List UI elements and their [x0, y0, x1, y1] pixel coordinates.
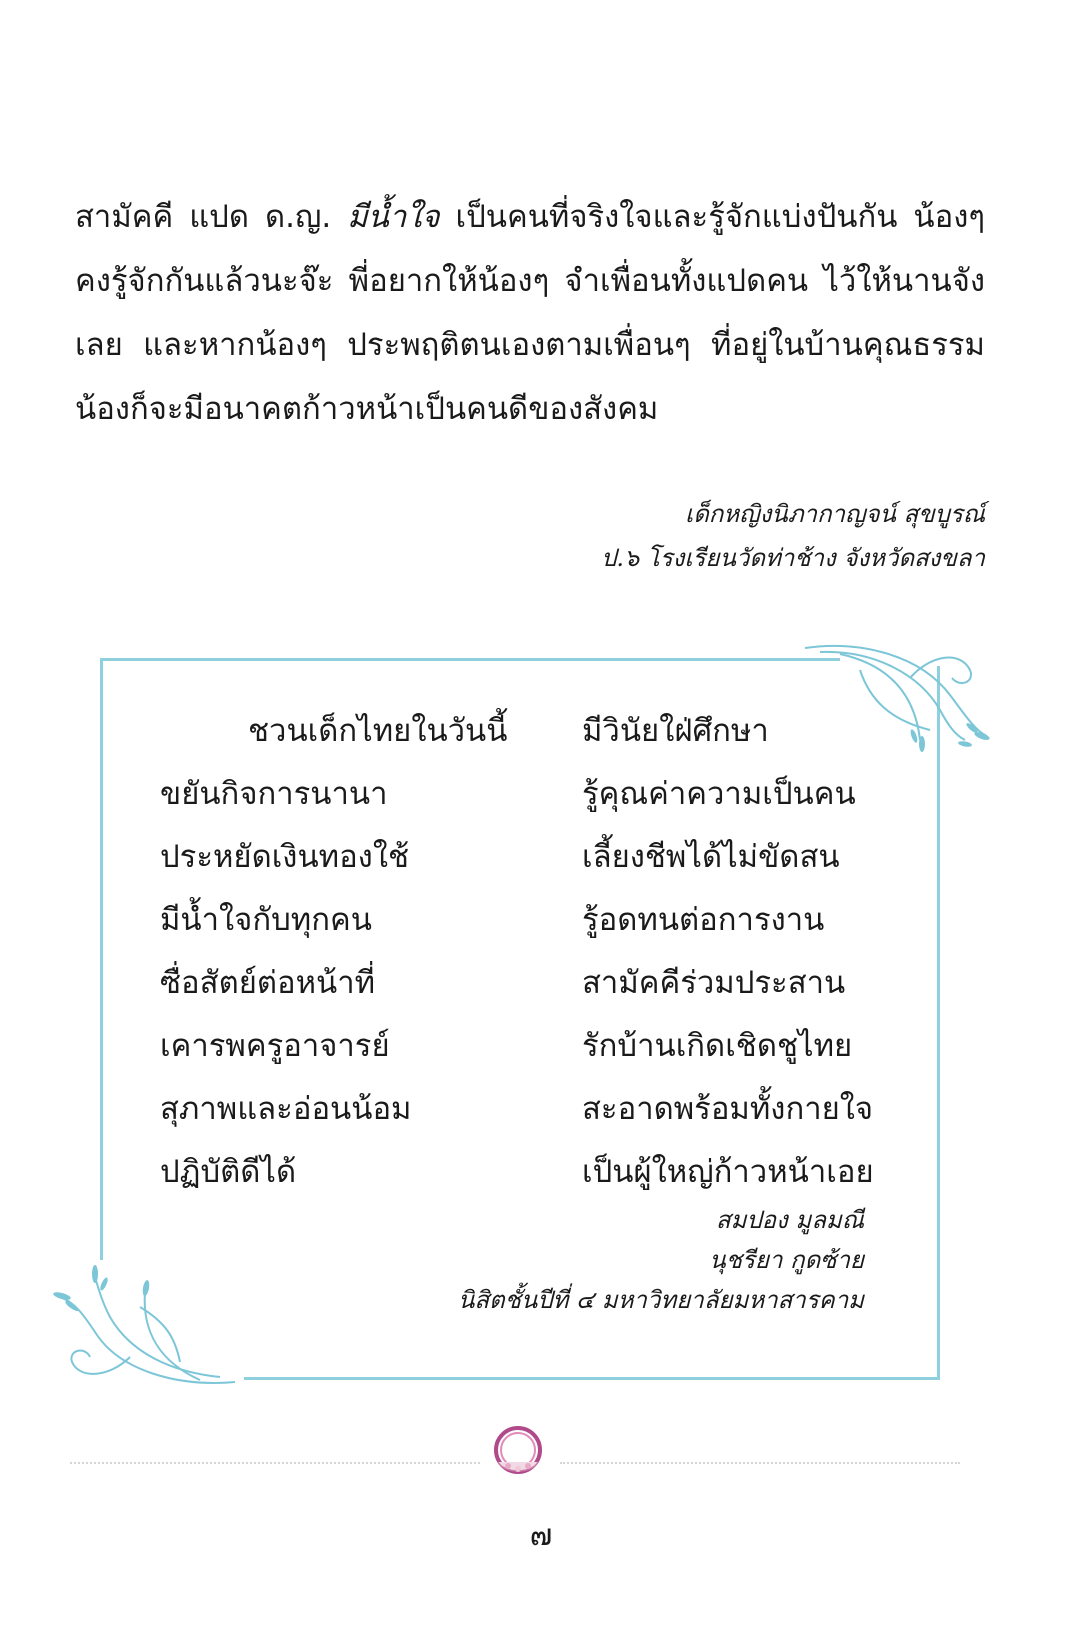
poem-row — [160, 1078, 900, 1141]
poem-credit — [458, 1200, 864, 1320]
poem-verse-left: สุภาพและอ่อนน้อม — [160, 1091, 412, 1127]
author-name: เด็กหญิงนิภากาญจน์ สุขบูรณ์ — [684, 500, 985, 528]
author-school: ป.๖ โรงเรียนวัดท่าช้าง จังหวัดสงขลา — [601, 544, 985, 572]
page-number: ๗ — [529, 1518, 553, 1553]
paragraph-line-1 — [75, 185, 985, 249]
footer-divider — [560, 1462, 960, 1464]
poem-verse-right: รู้อดทนต่อการงาน — [582, 902, 825, 938]
poem-row — [160, 1141, 900, 1204]
poem-verse-right: เป็นผู้ใหญ่ก้าวหน้าเอย — [582, 1154, 874, 1190]
poem-verse-right: สามัคคีร่วมประสาน — [582, 965, 846, 1001]
paragraph-line-1-start: สามัคคี แปด ด.ญ. — [75, 199, 332, 235]
poem-verse-right: เลี้ยงชีพได้ไม่ขัดสน — [582, 839, 840, 875]
poem-verse-left: ซื่อสัตย์ต่อหน้าที่ — [160, 965, 376, 1001]
poem-author-2: นุชรียา กูดซ้าย — [709, 1246, 864, 1274]
poem-verse-right: รู้คุณค่าความเป็นคน — [582, 776, 856, 812]
poem-row — [160, 826, 900, 889]
poem-verse-left: ประหยัดเงินทองใช้ — [160, 839, 409, 875]
footer-divider — [70, 1462, 480, 1464]
paragraph-line-4: น้องก็จะมีอนาคตก้าวหน้าเป็นคนดีของสังคม — [75, 391, 659, 427]
poem-verse-right: มีวินัยใฝ่ศึกษา — [582, 713, 769, 749]
paragraph-line-3: เลย และหากน้องๆ ประพฤติตนเองตามเพื่อนๆ ที่อยู่ในบ้านคุณธรรม — [75, 327, 985, 363]
poem-row — [160, 889, 900, 952]
poem — [160, 700, 900, 1204]
poem-verse-right: รักบ้านเกิดเชิดชูไทย — [582, 1028, 853, 1064]
poem-verse-left: มีน้ำใจกับทุกคน — [160, 902, 372, 938]
poem-affiliation: นิสิตชั้นปีที่ ๔ มหาวิทยาลัยมหาสารคาม — [457, 1286, 864, 1314]
poem-verse-left: เคารพครูอาจารย์ — [160, 1028, 390, 1064]
poem-row — [160, 952, 900, 1015]
poem-verse-left: ขยันกิจการนานา — [160, 776, 388, 812]
floral-ornament-icon — [50, 1262, 240, 1392]
body-paragraph — [75, 185, 985, 441]
poem-author-1: สมปอง มูลมณี — [715, 1206, 864, 1234]
paragraph-line-1-end: เป็นคนที่จริงใจและรู้จักแบ่งปันกัน น้องๆ — [439, 199, 985, 235]
paragraph-line-1-emphasis: มีน้ำใจ — [347, 199, 440, 235]
poem-row — [160, 700, 900, 763]
house-emblem-icon — [486, 1422, 550, 1486]
poem-row — [160, 763, 900, 826]
poem-verse-left: ชวนเด็กไทยในวันนี้ — [248, 713, 508, 749]
paragraph-line-2: คงรู้จักกันแล้วนะจ๊ะ พี่อยากให้น้องๆ จำเพื่อนทั้งแปดคน ไว้ให้นานจัง — [75, 263, 985, 299]
poem-verse-right: สะอาดพร้อมทั้งกายใจ — [582, 1091, 874, 1127]
author-signature — [601, 492, 985, 580]
poem-row — [160, 1015, 900, 1078]
poem-verse-left: ปฏิบัติดีได้ — [160, 1154, 297, 1190]
